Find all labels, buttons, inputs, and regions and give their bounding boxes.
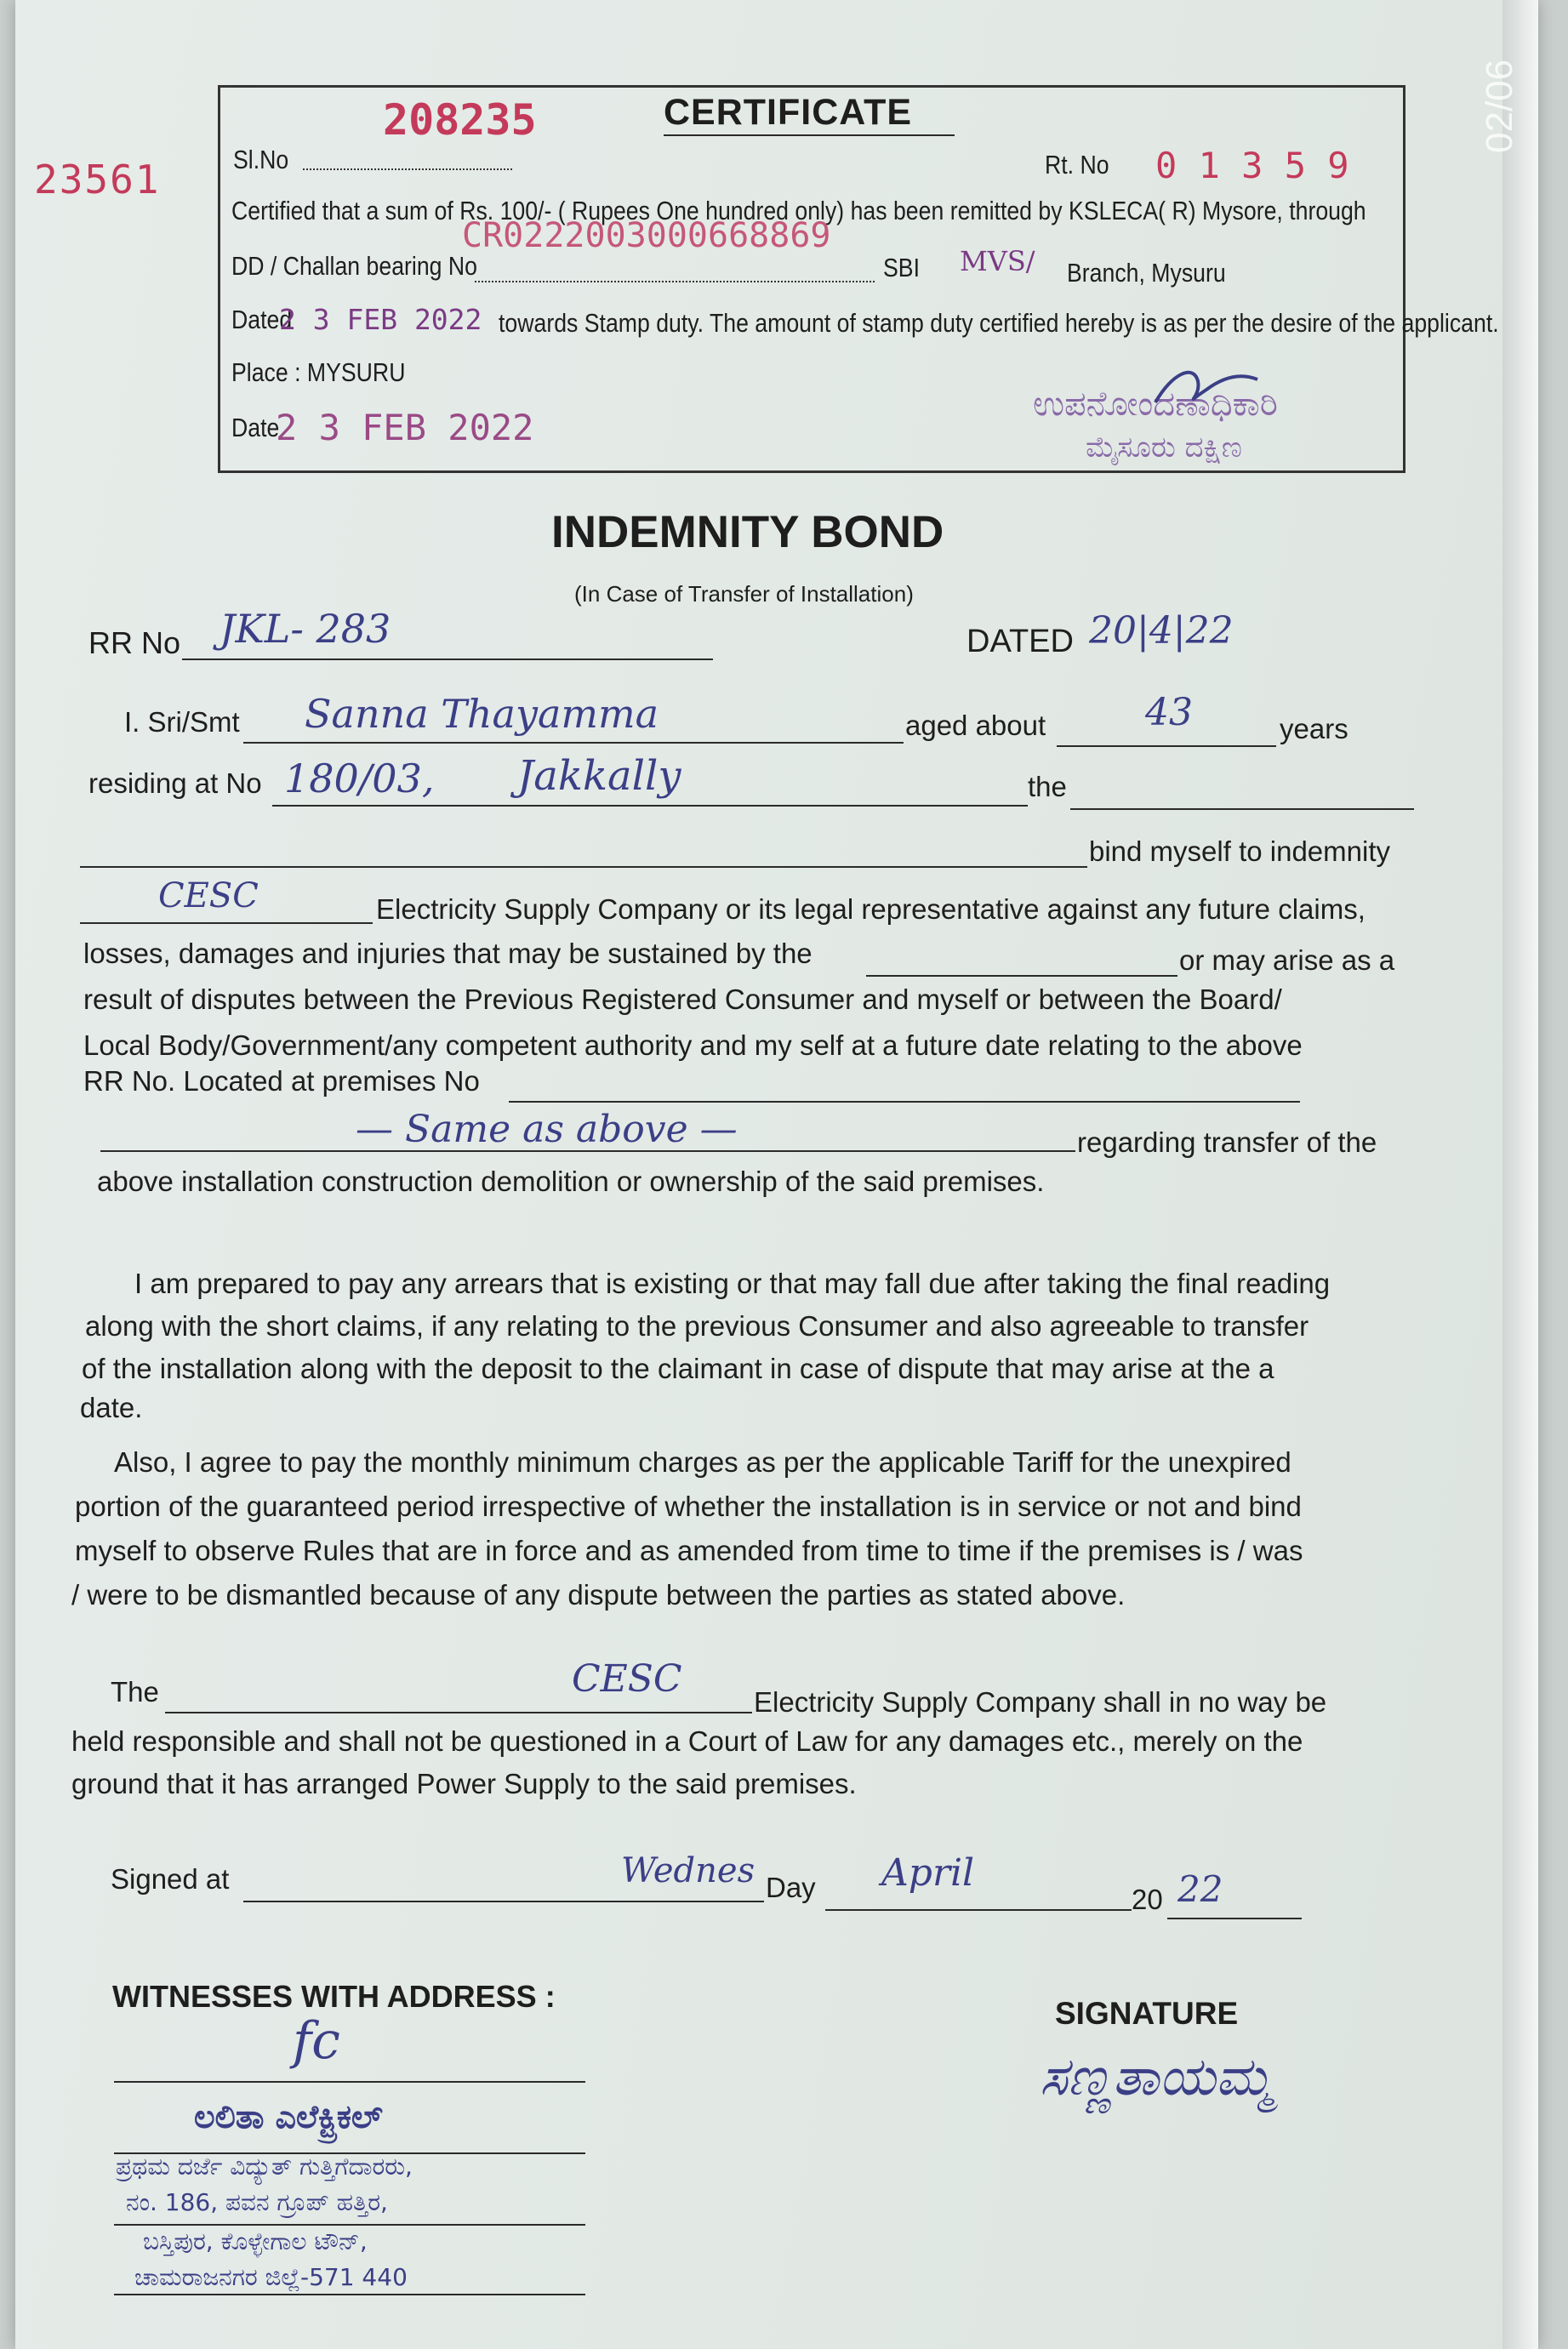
side-serial-number: 23561: [34, 157, 161, 202]
years-label: years: [1280, 713, 1348, 744]
applicant-signature: ಸಣ್ಣತಾಯಮ್ಮ: [1040, 2045, 1274, 2107]
company-line: [80, 922, 373, 924]
name-value: Sanna Thayamma: [305, 691, 659, 737]
branch-value: MVS/: [960, 245, 1035, 277]
address-continuation-line: [80, 866, 1087, 868]
para1-line2b: or may arise as a: [1179, 944, 1395, 976]
para4-line1-rest: Electricity Supply Company shall in no way be: [754, 1686, 1327, 1718]
witness-initials: fc: [293, 2011, 340, 2071]
para4-the: The: [111, 1676, 159, 1708]
premises-line: [509, 1101, 1300, 1103]
witness-stamp-line-4: ಬಸ್ತಿಪುರ, ಕೊಳ್ಳೇಗಾಲ ಟೌನ್,: [143, 2227, 368, 2255]
para3-line4: / were to be dismantled because of any dispute between the parties as stated above.: [71, 1579, 1126, 1611]
witness-stamp-line-2: ಪ್ರಥಮ ದರ್ಜೆ ವಿದ್ಯುತ್ ಗುತ್ತಿಗೆದಾರರು,: [116, 2152, 413, 2181]
sl-no-label: Sl.No: [233, 145, 289, 174]
witness-stamp-line-5: ಚಾಮರಾಜನಗರ ಜಿಲ್ಲೆ-571 440: [134, 2263, 408, 2291]
year-value: 22: [1177, 1868, 1223, 1910]
aged-about-label: aged about: [905, 710, 1046, 741]
bond-dated-value: 20|4|22: [1089, 609, 1234, 653]
signed-at-label: Signed at: [111, 1863, 230, 1895]
premises-value: — Same as above —: [356, 1108, 738, 1151]
para1-line4: Local Body/Government/any competent authority and my self at a future date relating to the above: [83, 1029, 1303, 1061]
para2-line3: of the installation along with the deposit to the claimant in case of dispute that may arise at the a: [82, 1353, 1274, 1384]
month-line: [825, 1909, 1132, 1911]
bind-myself-label: bind myself to indemnity: [1089, 835, 1390, 867]
challan-number: CR0222003000668869: [462, 216, 831, 255]
age-value: 43: [1145, 691, 1193, 734]
house-number-value: 180/03,: [284, 755, 435, 801]
place-label: Place : MYSURU: [231, 357, 406, 387]
registrar-signature-mark: [1147, 356, 1266, 415]
month-value: April: [881, 1851, 975, 1895]
dd-challan-label: DD / Challan bearing No: [231, 251, 477, 281]
signed-at-line: [243, 1901, 764, 1902]
rr-no-value: JKL- 283: [220, 606, 391, 652]
age-line: [1057, 745, 1276, 747]
para3-line1: Also, I agree to pay the monthly minimum charges as per the applicable Tariff for the unexpired: [114, 1446, 1291, 1478]
para4-line3: ground that it has arranged Power Supply to the said premises.: [71, 1768, 857, 1799]
certificate-title-underline: [664, 134, 955, 136]
sl-no-value: 208235: [383, 95, 537, 145]
sub-registrar-seal-place: ಮೈಸೂರು ದಕ್ಷಿಣ: [1086, 430, 1242, 465]
dated-label: Dated: [231, 305, 293, 334]
witnesses-heading: WITNESSES WITH ADDRESS :: [112, 1979, 556, 2014]
sub-registrar-seal-title: ಉಪನೋಂದಣಾಧಿಕಾರಿ: [1033, 385, 1278, 424]
year-prefix: 20: [1132, 1884, 1163, 1915]
date-value: 2 3 FEB 2022: [276, 407, 534, 448]
para1-line2a: losses, damages and injuries that may be sustained by the: [83, 938, 813, 969]
regarding-transfer-label: regarding transfer of the: [1077, 1126, 1377, 1158]
the-line: [1070, 808, 1414, 810]
company-text: Electricity Supply Company or its legal representative against any future claims,: [376, 893, 1366, 925]
year-line: [1167, 1918, 1302, 1919]
the-label: the: [1028, 771, 1067, 802]
witness-line-1: [114, 2081, 585, 2083]
page-edge: [1502, 0, 1538, 2349]
dated-value: 2 3 FEB 2022: [279, 303, 482, 336]
edge-date-stamp: 02/06: [1479, 59, 1520, 153]
witness-line-4: [114, 2294, 585, 2295]
name-line: [243, 742, 904, 744]
rr-no-line: [182, 659, 713, 660]
para1-line3: result of disputes between the Previous Registered Consumer and myself or between the Board/: [83, 984, 1282, 1015]
certificate-line-1: Certified that a sum of Rs. 100/- ( Rupees One hundred only) has been remitted by KSLECA( R) Mysore, through: [231, 196, 1366, 225]
branch-label: Branch, Mysuru: [1067, 258, 1226, 288]
para2-line1: I am prepared to pay any arrears that is existing or that may fall due after taking the final reading: [134, 1268, 1331, 1299]
company-value: CESC: [158, 876, 259, 915]
dated-label-bond: DATED: [966, 624, 1074, 659]
witness-stamp-line-3: ನಂ. 186, ಪವನ ಗ್ರೂಪ್ ಹತ್ತಿರ,: [126, 2188, 388, 2216]
document-page: [15, 0, 1538, 2349]
date-label: Date: [231, 413, 280, 442]
para2-line2: along with the short claims, if any relating to the previous Consumer and also agreeable to transfer: [85, 1310, 1309, 1342]
bond-subtitle: (In Case of Transfer of Installation): [574, 581, 914, 607]
para4-company-line: [165, 1712, 752, 1713]
certificate-title: CERTIFICATE: [664, 92, 913, 133]
para1-line7: above installation construction demolition or ownership of the said premises.: [97, 1166, 1045, 1197]
signature-heading: SIGNATURE: [1055, 1996, 1239, 2031]
sl-no-dots: [303, 168, 512, 170]
witness-stamp-line-1: ಲಲಿತಾ ಎಲೆಕ್ಟ್ರಿಕಲ್: [194, 2098, 383, 2135]
challan-dots: [475, 281, 875, 282]
para3-line3: myself to observe Rules that are in force and as amended from time to time if the premises is / was: [75, 1535, 1303, 1566]
rt-no-label: Rt. No: [1045, 150, 1109, 180]
sri-smt-label: I. Sri/Smt: [124, 706, 240, 738]
para4-line2: held responsible and shall not be questioned in a Court of Law for any damages etc., merely on the: [71, 1725, 1303, 1757]
para1-line5: RR No. Located at premises No: [83, 1065, 480, 1097]
rr-no-label: RR No: [88, 625, 181, 660]
witness-line-3: [114, 2224, 585, 2226]
sustained-by-line: [866, 975, 1177, 977]
signed-day-value: Wednes: [621, 1851, 755, 1890]
village-value: Jakkally: [517, 752, 681, 800]
para2-line4: date.: [80, 1392, 143, 1423]
day-label: Day: [766, 1872, 816, 1903]
residing-at-label: residing at No: [88, 767, 262, 799]
residing-line: [272, 805, 1028, 807]
para4-company-value: CESC: [572, 1657, 682, 1701]
bond-title: INDEMNITY BOND: [551, 507, 944, 557]
para3-line2: portion of the guaranteed period irrespective of whether the installation is in service or not and bind: [75, 1491, 1302, 1522]
dated-rest: towards Stamp duty. The amount of stamp duty certified hereby is as per the desire of the applicant.: [499, 308, 1499, 338]
sbi-label: SBI: [883, 253, 920, 282]
rt-no-value: 0 1 3 5 9: [1155, 145, 1349, 186]
